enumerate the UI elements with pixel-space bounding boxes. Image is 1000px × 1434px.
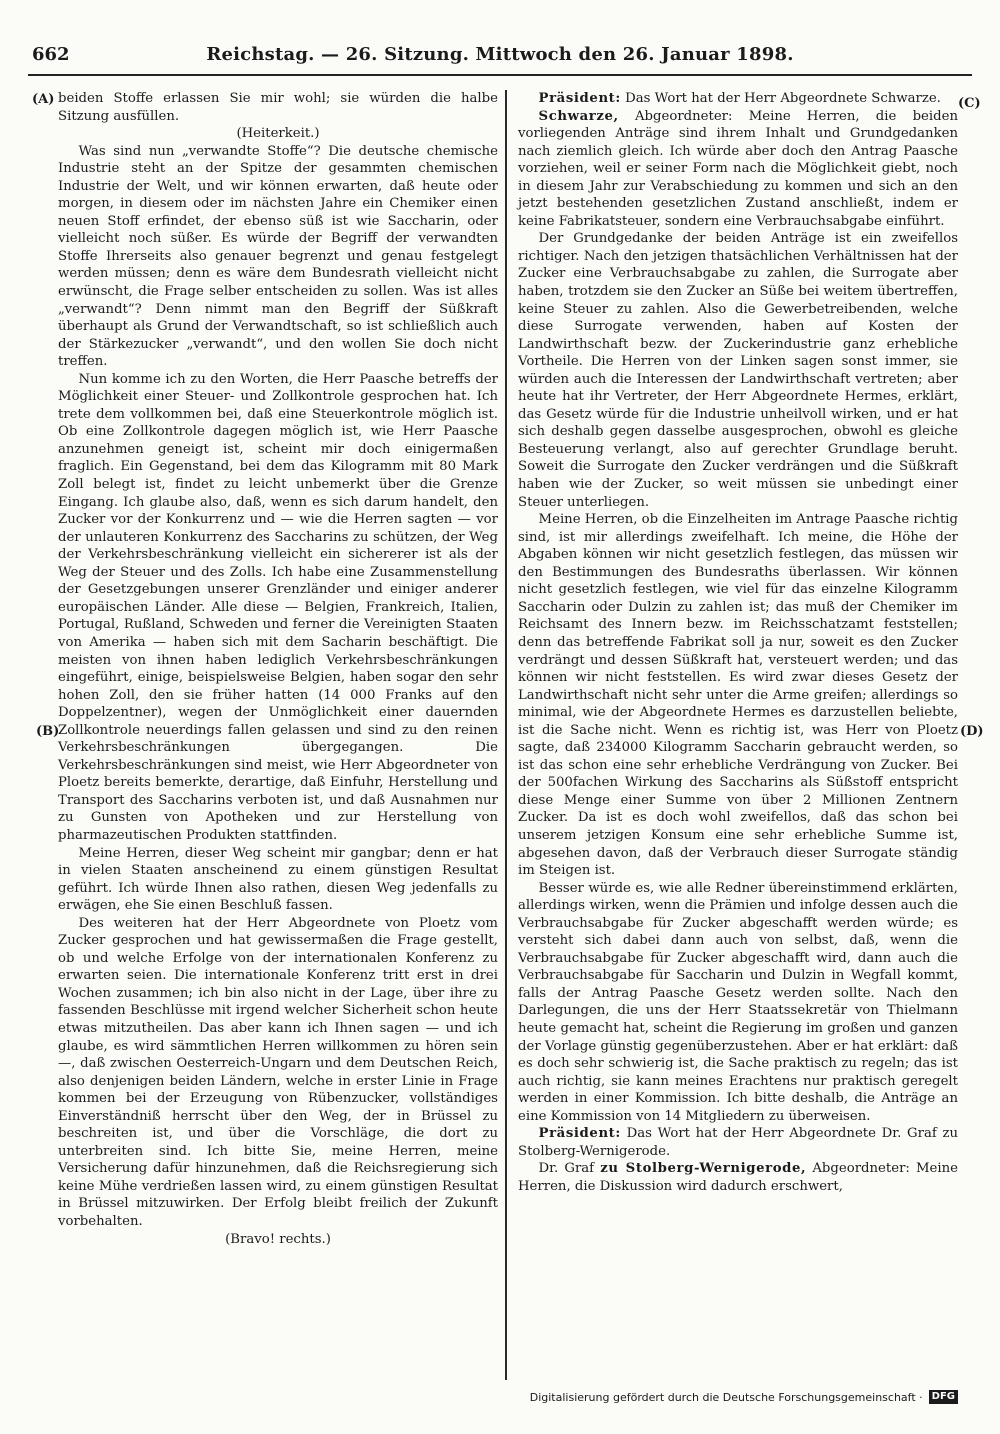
speaker-name: Präsident: xyxy=(538,91,621,106)
speaker-name: zu Stolberg-Wernigerode, xyxy=(600,1161,807,1177)
right-column xyxy=(518,90,958,1195)
paragraph: beiden Stoffe erlassen Sie mir wohl; sie würden die halbe Sitzung ausfüllen. xyxy=(58,91,498,124)
paragraph: Meine Herren, dieser Weg scheint mir gangbar; denn er hat in vielen Staaten anscheinend zu einem günstigen Resultat geführt. Ich würde Ihnen also rathen, diesen Weg jedenfalls zu erwägen, ehe Sie einen Beschluß fassen. xyxy=(58,845,498,914)
speech-text: Abgeordneter: Meine Herren, die Diskussion wird dadurch erschwert, xyxy=(518,1161,958,1194)
interjection: (Bravo! rechts.) xyxy=(225,1231,331,1247)
speech-text: Das Wort hat der Herr Abgeordnete Dr. Graf zu Stolberg-Wernigerode. xyxy=(518,1126,958,1159)
left-column xyxy=(58,90,498,1248)
page-header xyxy=(28,38,972,72)
speech-entry xyxy=(518,108,958,231)
footer xyxy=(530,1390,958,1404)
paragraph: Der Grundgedanke der beiden Anträge ist ein zweifellos richtiger. Nach den jetzigen thatsächlichen Verhältnissen hat der Zucker eine Verbrauchsabgabe zu zahlen, die Surrogate aber haben, trotzdem sie den Zucker an Süße bei weitem übertreffen, keine Steuer zu zahlen. Also die Gewerbetreibenden, welche diese Surrogate verwenden, haben auf Kosten der Landwirthschaft bezw. der Zuckerindustrie ganz erhebliche Vortheile. Die Herren von der Linken sagen sonst immer, sie würden auch die Interessen der Landwirthschaft vertreten; aber heute hat ihr Vertreter, der Herr Abgeordnete Hermes, erklärt, das Gesetz würde für die Industrie unheilvoll wirken, und er hat sich deshalb gegen dasselbe ausgesprochen, obwohl es gleiche Besteuerung verlangt, also auf gerechter Grundlage beruht. Soweit die Surrogate den Zucker verdrängen und die Süßkraft haben wie der Zucker, so weit müssen sie unbedingt einer Steuer unterliegen. xyxy=(518,231,958,510)
interjection: (Heiterkeit.) xyxy=(236,126,320,142)
paragraph: Des weiteren hat der Herr Abgeordnete von Ploetz vom Zucker gesprochen und hat gewissermaßen die Frage gestellt, ob und welche Erfolge von der internationalen Konferenz zu erwarten seien. Die internationale Konferenz tritt erst in drei Wochen zusammen; ich bin also nicht in der Lage, über ihre zu fassenden Beschlüsse mit irgend welcher Sicherheit schon heute etwas mitzutheilen. Das aber kann ich Ihnen sagen — und ich glaube, es wird sämmtlichen Herren willkommen zu hören sein —, daß zwischen Oesterreich-Ungarn und dem Deutschen Reich, also denjenigen beiden Ländern, welche in erster Linie in Frage kommen bei der Erzeugung von Rübenzucker, vollständiges Einverständniß herrscht über den Weg, der in Brüssel zu beschreiten ist, und über die Vorschläge, die dort zu unterbreiten sind. Ich bitte Sie, meine Herren, meine Versicherung dafür hinzunehmen, daß die Reichsregierung sich keine Mühe verdrießen lassen wird, zu einem günstigen Resultat in Brüssel mitzuwirken. Der Erfolg bleibt freilich der Zukunft vorbehalten. xyxy=(58,915,498,1229)
running-title: Reichstag. — 26. Sitzung. Mittwoch den 26. Januar 1898. xyxy=(206,44,794,65)
header-rule xyxy=(28,74,972,76)
margin-mark-b: (B) xyxy=(36,724,60,739)
speaker-name: Präsident: xyxy=(538,1126,621,1142)
speech-entry xyxy=(518,1125,958,1160)
speech-text: Das Wort hat der Herr Abgeordnete Schwarze. xyxy=(620,91,941,106)
column-divider xyxy=(505,90,507,1380)
speaker-prefix: Dr. Graf xyxy=(538,1161,601,1177)
margin-mark-d: (D) xyxy=(960,724,984,739)
page-number: 662 xyxy=(32,44,70,65)
paragraph: Besser würde es, wie alle Redner übereinstimmend erklärten, allerdings wirken, wenn die Prämien und infolge dessen auch die Verbrauchsabgabe für Zucker abgeschafft werden würde; es versteht sich dabei dann auch von selbst, daß, wenn die Verbrauchsabgabe für Zucker abgeschafft wird, dann auch die Verbrauchsabgabe für Saccharin und Dulzin in Wegfall kommt, falls der Antrag Paasche Gesetz werden sollte. Nach den Darlegungen, die uns der Herr Staatssekretär von Thielmann heute gemacht hat, scheint die Regierung im großen und ganzen der Vorlage günstig gegenüberzustehen. Aber er hat erklärt: daß es doch sehr schwierig ist, die Sache praktisch zu regeln; das ist auch richtig, sie kann meines Erachtens nur praktisch geregelt werden in einer Kommission. Ich bitte deshalb, die Anträge an eine Kommission von 14 Mitgliedern zu überweisen. xyxy=(518,880,958,1124)
dfg-logo: DFG xyxy=(929,1390,958,1404)
footer-credit: Digitalisierung gefördert durch die Deutsche Forschungsgemeinschaft · xyxy=(529,1390,923,1404)
speaker-name: Schwarze, xyxy=(538,108,619,124)
speech-entry xyxy=(518,90,958,108)
speech-entry xyxy=(518,1160,958,1195)
margin-mark-c: (C) xyxy=(958,96,981,111)
margin-mark-a: (A) xyxy=(32,92,55,107)
paragraph: Nun komme ich zu den Worten, die Herr Paasche betreffs der Möglichkeit einer Steuer- und Zollkontrole gesprochen hat. Ich trete dem vollkommen bei, daß eine Steuerkontrole möglich ist. Ob eine Zollkontrole dagegen möglich ist, wie Herr Paasche anzunehmen geneigt ist, scheint mir doch einigermaßen fraglich. Ein Gegenstand, bei dem das Kilogramm mit 80 Mark Zoll belegt ist, findet zu leicht unbemerkt über die Grenze Eingang. Ich glaube also, daß, wenn es sich darum handelt, den Zucker vor der Konkurrenz und — wie die Herren sagten — vor der unlauteren Konkurrenz des Saccharins zu schützen, der Weg der Verkehrsbeschränkung vielleicht ein sichererer ist als der Weg der Steuer und des Zolls. Ich habe eine Zusammenstellung der Gesetzgebungen unserer Grenzländer und einiger anderer europäischen Länder. Alle diese — Belgien, Frankreich, Italien, Portugal, Rußland, Schweden und ferner die Vereinigten Staaten von Amerika — haben sich mit dem Sacharin beschäftigt. Die meisten von ihnen haben lediglich Verkehrsbeschränkungen eingeführt, einige, beispielsweise Belgien, haben sogar den sehr hohen Zoll, den sie früher hatten (14 000 Franks auf den Doppelzentner), wegen der Unmöglichkeit einer dauernden Zollkontrole neuerdings fallen gelassen und sind zu den reinen Verkehrsbeschränkungen übergegangen. Die Verkehrsbeschränkungen sind meist, wie Herr Abgeordneter von Ploetz bereits bemerkte, derartige, daß Einfuhr, Herstellung und Transport des Saccharins verboten ist, und daß Ausnahmen nur zu Gunsten von Apotheken und zur Herstellung von pharmazeutischen Produkten stattfinden. xyxy=(58,371,498,843)
paragraph: Was sind nun „verwandte Stoffe“? Die deutsche chemische Industrie steht an der Spitze der gesammten chemischen Industrie der Welt, und wir können erwarten, daß heute oder morgen, in diesem oder im nächsten Jahre ein Chemiker einen neuen Stoff erfindet, der ebenso süß ist wie Saccharin, oder vielleicht noch süßer. Es würde der Begriff der verwandten Stoffe Ihrerseits also genauer begrenzt und genau festgelegt werden müssen; denn es wäre dem Bundesrath vielleicht nicht erwünscht, die Frage selber entscheiden zu sollen. Was ist alles „verwandt“? Denn nimmt man den Begriff der Süßkraft überhaupt als Grund der Verwandtschaft, so ist schließlich auch der Stärkezucker „verwandt“, und den wollen Sie doch nicht treffen. xyxy=(58,143,498,370)
paragraph: Meine Herren, ob die Einzelheiten im Antrage Paasche richtig sind, ist mir allerdings zweifelhaft. Ich meine, die Höhe der Abgaben können wir nicht gesetzlich festlegen, das müssen wir den Bestimmungen des Bundesraths überlassen. Wir können nicht gesetzlich festlegen, wie viel für das einzelne Kilogramm Saccharin oder Dulzin zu zahlen ist; das muß der Chemiker im Reichsamt des Innern bezw. im Reichsschatzamt feststellen; denn das betreffende Fabrikat soll ja nur, soweit es den Zucker verdrängt und dessen Süßkraft hat, versteuert werden; und das können wir nicht feststellen. Es wird zwar dieses Gesetz der Landwirthschaft nicht sehr unter die Arme greifen; allerdings so minimal, wie der Abgeordnete Hermes es darzustellen beliebte, ist die Sache nicht. Wenn es richtig ist, was Herr von Ploetz sagte, daß 234000 Kilogramm Saccharin gebraucht werden, so ist das schon eine sehr erhebliche Verdrängung von Zucker. Bei der 500fachen Wirkung des Saccharins als Süßstoff entspricht diese Menge einer Summe von über 2 Millionen Zentnern Zucker. Da ist es doch wohl zweifellos, daß das schon bei unserem jetzigen Konsum eine sehr erhebliche Summe ist, abgesehen davon, daß der Verbrauch dieser Surrogate ständig im Steigen ist. xyxy=(518,512,958,879)
speech-text: Abgeordneter: Meine Herren, die beiden vorliegenden Anträge sind ihrem Inhalt und Grundgedanken nach ziemlich gleich. Ich würde aber doch den Antrag Paasche vorziehen, weil er seiner Form nach die Möglichkeit giebt, noch in diesem Jahr zur Verabschiedung zu kommen und sich an den jetzt bestehenden gesetzlichen Zustand anschließt, indem er keine Fabrikatsteuer, sondern eine Verbrauchsabgabe einführt. xyxy=(518,108,958,229)
